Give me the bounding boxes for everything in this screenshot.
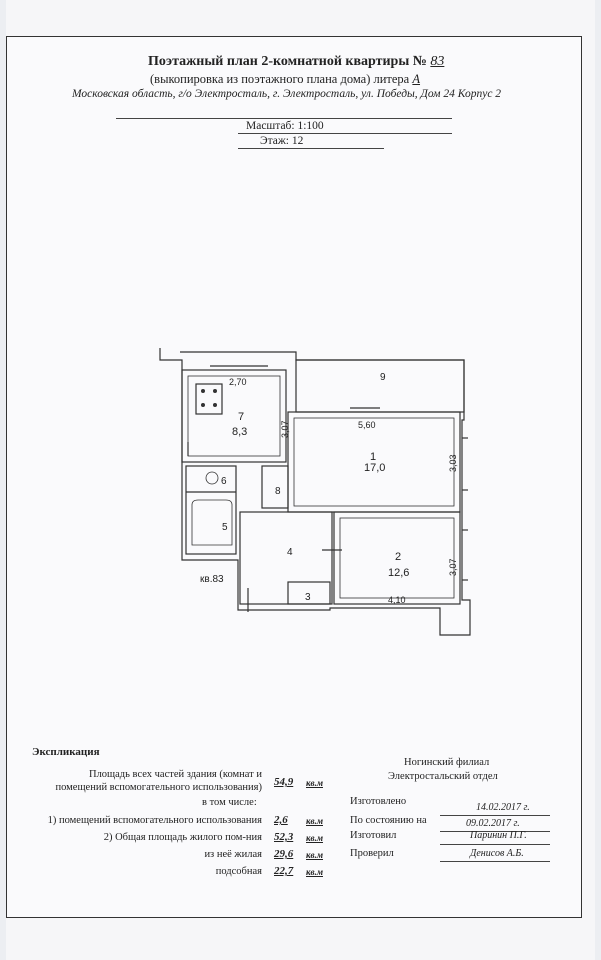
explication-heading: Экспликация bbox=[32, 746, 100, 758]
stove-burner-icon bbox=[201, 389, 205, 393]
made-label: Изготовлено bbox=[350, 796, 407, 807]
stove-burner-icon bbox=[213, 389, 217, 393]
utility-unit: кв.м bbox=[306, 867, 323, 877]
office-branch: Ногинский филиал bbox=[404, 757, 490, 768]
plan-walls bbox=[160, 348, 470, 635]
utility-value: 22,7 bbox=[274, 865, 294, 877]
including-label: в том числе: bbox=[202, 797, 257, 808]
residential-value: 29,6 bbox=[274, 848, 294, 860]
room-6-number: 6 bbox=[221, 476, 227, 487]
auxiliary-value: 2,6 bbox=[274, 814, 288, 826]
office-department: Электростальский отдел bbox=[388, 771, 498, 782]
utility-label: подсобная bbox=[215, 866, 262, 877]
row-label-line2: помещений вспомогательного использования) bbox=[55, 782, 262, 793]
room-3-number: 3 bbox=[305, 592, 311, 603]
checker-underline bbox=[440, 861, 550, 862]
scale-label: Масштаб: 1:100 bbox=[246, 120, 324, 132]
room-8-number: 8 bbox=[275, 486, 281, 497]
state-date: 09.02.2017 г. bbox=[466, 818, 520, 829]
auxiliary-unit: кв.м bbox=[306, 816, 323, 826]
total-area-unit: кв.м bbox=[306, 778, 323, 788]
room-5-number: 5 bbox=[222, 522, 228, 533]
dim-room2-depth: 3,07 bbox=[448, 558, 458, 576]
room-7-area: 8,3 bbox=[232, 426, 248, 438]
dim-room1-depth: 3,03 bbox=[448, 454, 458, 472]
dim-room2-width: 4,10 bbox=[388, 595, 406, 605]
checker-label: Проверил bbox=[350, 848, 394, 859]
apartment-number: 83 bbox=[430, 54, 445, 69]
residential-label: из неё жилая bbox=[204, 849, 262, 860]
room-1-area: 17,0 bbox=[364, 462, 386, 474]
state-label: По состоянию на bbox=[350, 815, 427, 826]
total-living-label: 2) Общая площадь жилого пом-ния bbox=[103, 832, 262, 843]
stove-burners bbox=[201, 389, 217, 407]
maker-label: Изготовил bbox=[350, 830, 397, 841]
explication-row-total bbox=[40, 768, 262, 794]
room-2-area: 12,6 bbox=[388, 567, 410, 579]
made-underline bbox=[440, 815, 550, 816]
dim-room7-depth: 3,07 bbox=[280, 420, 290, 438]
room-7-number: 7 bbox=[238, 411, 245, 423]
dim-room7-width: 2,70 bbox=[229, 377, 247, 387]
made-date: 14.02.2017 г. bbox=[476, 802, 530, 813]
maker-underline bbox=[440, 844, 550, 845]
room-1-number: 1 bbox=[370, 451, 377, 463]
room-4-number: 4 bbox=[287, 547, 293, 558]
litera-value: А bbox=[412, 72, 421, 86]
address: Московская область, г/о Электросталь, г. Электросталь, ул. Победы, Дом 24 Корпус 2 bbox=[72, 88, 502, 100]
auxiliary-label: 1) помещений вспомогательного использования bbox=[47, 815, 262, 826]
title-text: Поэтажный план 2-комнатной квартиры № bbox=[148, 54, 427, 69]
total-living-unit: кв.м bbox=[306, 833, 323, 843]
floor-label: Этаж: 12 bbox=[260, 135, 304, 147]
dim-room1-width: 5,60 bbox=[358, 420, 376, 430]
checker-name: Денисов А.Б. bbox=[470, 848, 524, 859]
room-2-number: 2 bbox=[395, 551, 402, 563]
apartment-label: кв.83 bbox=[200, 574, 224, 585]
stove-burner-icon bbox=[201, 403, 205, 407]
total-area-value: 54,9 bbox=[274, 776, 294, 788]
row-label-line1: Площадь всех частей здания (комнат и bbox=[88, 769, 262, 780]
total-living-value: 52,3 bbox=[274, 831, 294, 843]
subtitle-text: (выкопировка из поэтажного плана дома) литера bbox=[150, 72, 410, 86]
stove-burner-icon bbox=[213, 403, 217, 407]
room-9-number: 9 bbox=[380, 372, 386, 383]
residential-unit: кв.м bbox=[306, 850, 323, 860]
maker-name: Паринин П.Г. bbox=[470, 830, 527, 841]
